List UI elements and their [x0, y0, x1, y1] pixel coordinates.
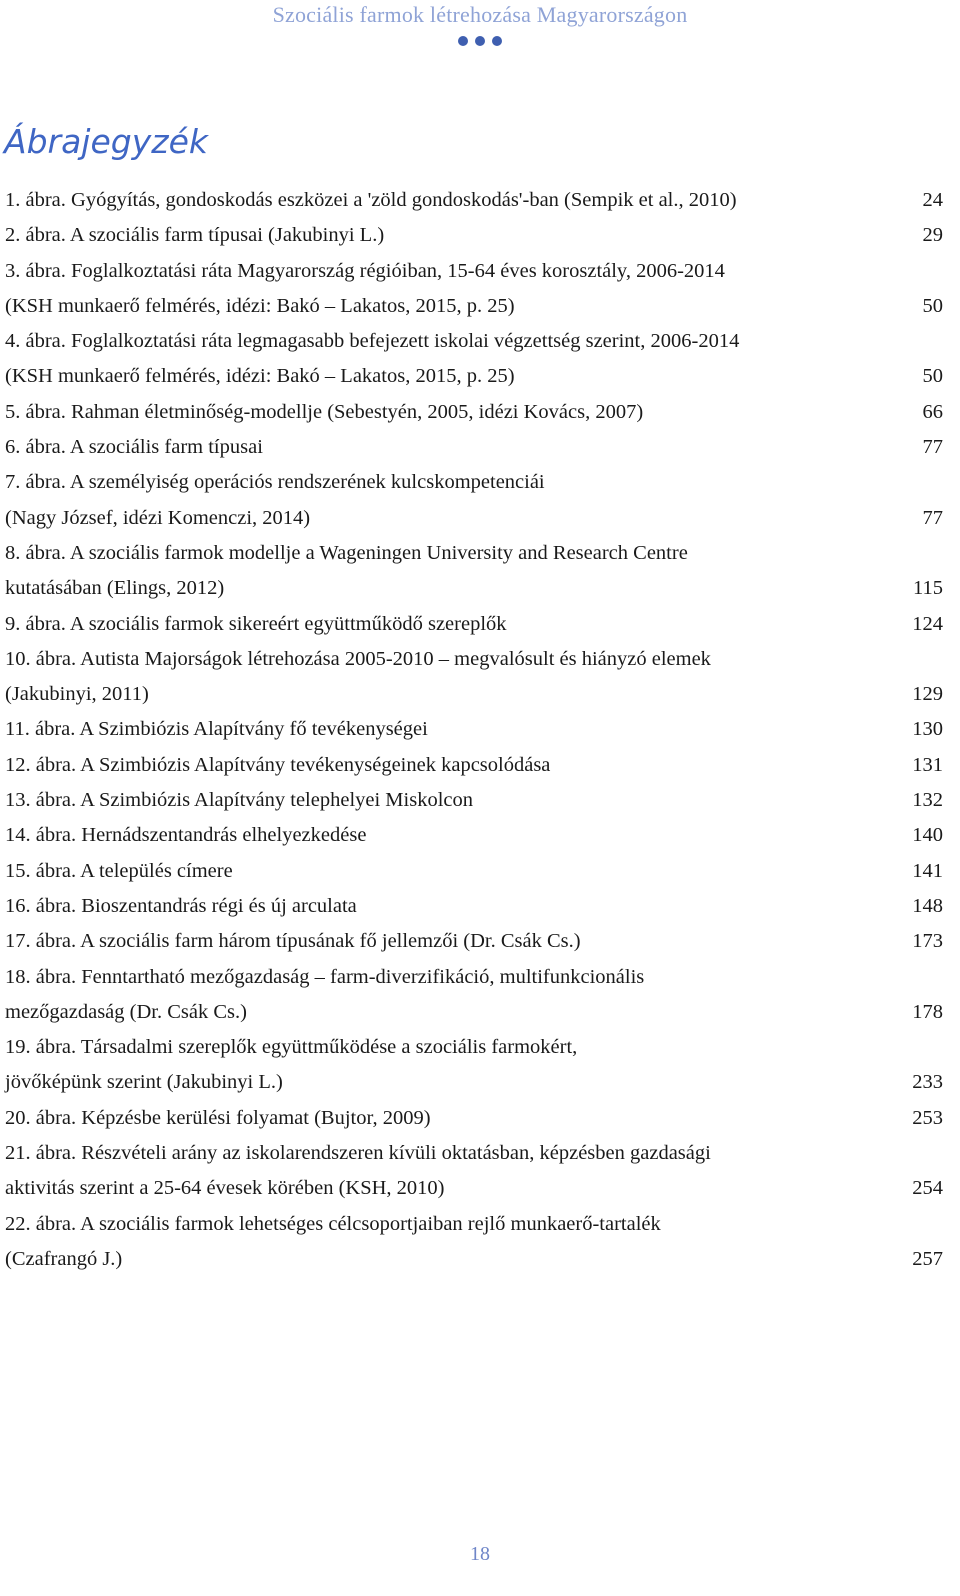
figure-entry[interactable]: [5, 465, 943, 536]
figure-entry[interactable]: [5, 395, 943, 430]
figure-entry[interactable]: [5, 430, 943, 465]
figure-entry-caption: [5, 854, 912, 889]
header-title: Szociális farmok létrehozása Magyarországon: [272, 2, 688, 27]
figure-entry-caption-line: 13. ábra. A Szimbiózis Alapítvány telephelyei Miskolcon: [5, 789, 474, 812]
figure-entry-caption-line: 21. ábra. Részvételi arány az iskolarendszeren kívüli oktatásban, képzésben gazdasági: [5, 1142, 711, 1165]
figure-entry-caption: [5, 395, 923, 430]
figure-entry-caption-line: 11. ábra. A Szimbiózis Alapítvány fő tevékenységei: [5, 718, 428, 741]
figure-entry-caption: [5, 1030, 912, 1101]
figure-entry[interactable]: [5, 924, 943, 959]
figure-entry-page: 233: [912, 1071, 943, 1094]
figure-entry-caption-line: jövőképünk szerint (Jakubinyi L.): [5, 1071, 283, 1094]
figure-entry-caption-line: 6. ábra. A szociális farm típusai: [5, 436, 263, 459]
figure-entry-page: 131: [912, 753, 943, 776]
figure-entry-caption: [5, 1136, 912, 1207]
figure-entry-page: 50: [922, 294, 943, 317]
figure-entry[interactable]: [5, 748, 943, 783]
figure-entry-caption: [5, 889, 912, 924]
figure-entry[interactable]: [5, 783, 943, 818]
dot-icon: [475, 36, 485, 46]
dot-icon: [458, 36, 468, 46]
figure-entry-caption-line: 9. ábra. A szociális farmok sikereért együttműködő szereplők: [5, 612, 507, 635]
figure-entry-page: 140: [912, 824, 943, 847]
figure-entry-caption: [5, 712, 912, 747]
figure-entry-caption: [5, 960, 912, 1031]
figure-entry-caption-line: 3. ábra. Foglalkoztatási ráta Magyarország régióiban, 15-64 éves korosztály, 2006-2014: [5, 259, 725, 282]
page-header: [0, 0, 960, 48]
figure-entry-page: 253: [912, 1106, 943, 1129]
figure-entry-caption-line: 8. ábra. A szociális farmok modellje a Wageningen University and Research Centre: [5, 541, 688, 564]
figure-entry-page: 130: [912, 718, 943, 741]
figure-entry-page: 77: [922, 506, 943, 529]
figure-entry-page: 50: [922, 365, 943, 388]
figure-entry[interactable]: [5, 1207, 943, 1278]
figure-entry-caption-line: 20. ábra. Képzésbe kerülési folyamat (Bujtor, 2009): [5, 1106, 431, 1129]
figure-entry-caption: [5, 783, 912, 818]
figure-entry-page: 115: [913, 577, 943, 600]
figure-entry-caption: [5, 924, 912, 959]
figure-entry-caption: [5, 465, 923, 536]
figure-entry[interactable]: [5, 254, 943, 325]
figure-entry-caption-line: (Nagy József, idézi Komenczi, 2014): [5, 506, 311, 529]
figure-entry-page: 148: [912, 894, 943, 917]
figure-entry-page: 257: [912, 1247, 943, 1270]
figure-entry-caption: [5, 183, 923, 218]
figure-entry-caption-line: 7. ábra. A személyiség operációs rendszerének kulcskompetenciái: [5, 471, 545, 494]
figure-entry-caption-line: 15. ábra. A település címere: [5, 859, 233, 882]
figure-entry-caption: [5, 536, 913, 607]
figure-entry-caption-line: aktivitás szerint a 25-64 évesek körében (KSH, 2010): [5, 1177, 445, 1200]
figure-entry-caption-line: 19. ábra. Társadalmi szereplők együttműködése a szociális farmokért,: [5, 1036, 578, 1059]
figure-entry-caption-line: 10. ábra. Autista Majorságok létrehozása 2005-2010 – megvalósult és hiányzó elemek: [5, 647, 711, 670]
figure-entry-caption: [5, 1207, 912, 1278]
figure-entry[interactable]: [5, 1136, 943, 1207]
list-of-figures-title: Ábrajegyzék: [4, 122, 208, 161]
figure-entry-caption-line: (Czafrangó J.): [5, 1247, 123, 1270]
figure-entry-caption: [5, 254, 923, 325]
figure-entry-page: 77: [922, 436, 943, 459]
figure-entry-caption: [5, 607, 912, 642]
figure-entry[interactable]: [5, 1030, 943, 1101]
figure-entry-caption-line: 17. ábra. A szociális farm három típusának fő jellemzői (Dr. Csák Cs.): [5, 930, 581, 953]
figure-entry-caption-line: (KSH munkaerő felmérés, idézi: Bakó – Lakatos, 2015, p. 25): [5, 294, 515, 317]
figure-entry-caption: [5, 642, 912, 713]
figure-entry-page: 173: [912, 930, 943, 953]
figure-entry[interactable]: [5, 183, 943, 218]
figure-entry-page: 124: [912, 612, 943, 635]
figure-entry-caption-line: 5. ábra. Rahman életminőség-modellje (Sebestyén, 2005, idézi Kovács, 2007): [5, 400, 644, 423]
figure-entry-caption-line: 1. ábra. Gyógyítás, gondoskodás eszközei a 'zöld gondoskodás'-ban (Sempik et al., 2010): [5, 189, 737, 211]
header-dots-ornament: [0, 36, 960, 48]
figure-entry-caption-line: 22. ábra. A szociális farmok lehetséges célcsoportjaiban rejlő munkaerő-tartalék: [5, 1212, 661, 1235]
figure-entry[interactable]: [5, 1101, 943, 1136]
figure-entry-page: 29: [922, 224, 943, 247]
figure-entry-page: 254: [912, 1177, 943, 1200]
figure-entry-page: 178: [912, 1000, 943, 1023]
figure-entry-caption-line: 18. ábra. Fenntartható mezőgazdaság – farm-diverzifikáció, multifunkcionális: [5, 965, 645, 988]
figure-entry-caption-line: 14. ábra. Hernádszentandrás elhelyezkedése: [5, 824, 367, 847]
figure-entry-page: 141: [912, 859, 943, 882]
figure-entry-caption-line: 2. ábra. A szociális farm típusai (Jakubinyi L.): [5, 224, 385, 247]
figure-entry-caption: [5, 430, 923, 465]
figure-entry-caption: [5, 218, 923, 253]
figure-entry-caption-line: (KSH munkaerő felmérés, idézi: Bakó – Lakatos, 2015, p. 25): [5, 365, 515, 388]
list-of-figures: [5, 183, 943, 1277]
figure-entry-caption: [5, 748, 912, 783]
figure-entry-page: 129: [912, 683, 943, 706]
figure-entry-caption-line: 16. ábra. Bioszentandrás régi és új arculata: [5, 894, 357, 917]
figure-entry[interactable]: [5, 536, 943, 607]
page-number: 18: [470, 1543, 490, 1565]
figure-entry[interactable]: [5, 324, 943, 395]
figure-entry-caption-line: mezőgazdaság (Dr. Csák Cs.): [5, 1000, 247, 1023]
figure-entry-caption-line: kutatásában (Elings, 2012): [5, 577, 225, 600]
figure-entry[interactable]: [5, 642, 943, 713]
figure-entry-caption: [5, 818, 912, 853]
figure-entry[interactable]: [5, 218, 943, 253]
figure-entry-page: 132: [912, 789, 943, 812]
figure-entry-caption: [5, 324, 923, 395]
figure-entry-caption-line: (Jakubinyi, 2011): [5, 683, 149, 706]
figure-entry-caption: [5, 1101, 912, 1136]
figure-entry-page: 66: [922, 400, 943, 423]
figure-entry[interactable]: [5, 607, 943, 642]
figure-entry[interactable]: [5, 889, 943, 924]
figure-entry[interactable]: [5, 960, 943, 1031]
figure-entry-caption-line: 4. ábra. Foglalkoztatási ráta legmagasabb befejezett iskolai végzettség szerint, 2006-2014: [5, 330, 740, 353]
figure-entry-page: 24: [922, 189, 943, 211]
figure-entry-caption-line: 12. ábra. A Szimbiózis Alapítvány tevékenységeinek kapcsolódása: [5, 753, 551, 776]
figure-entry[interactable]: [5, 854, 943, 889]
dot-icon: [492, 36, 502, 46]
figure-entry[interactable]: [5, 712, 943, 747]
figure-entry[interactable]: [5, 818, 943, 853]
